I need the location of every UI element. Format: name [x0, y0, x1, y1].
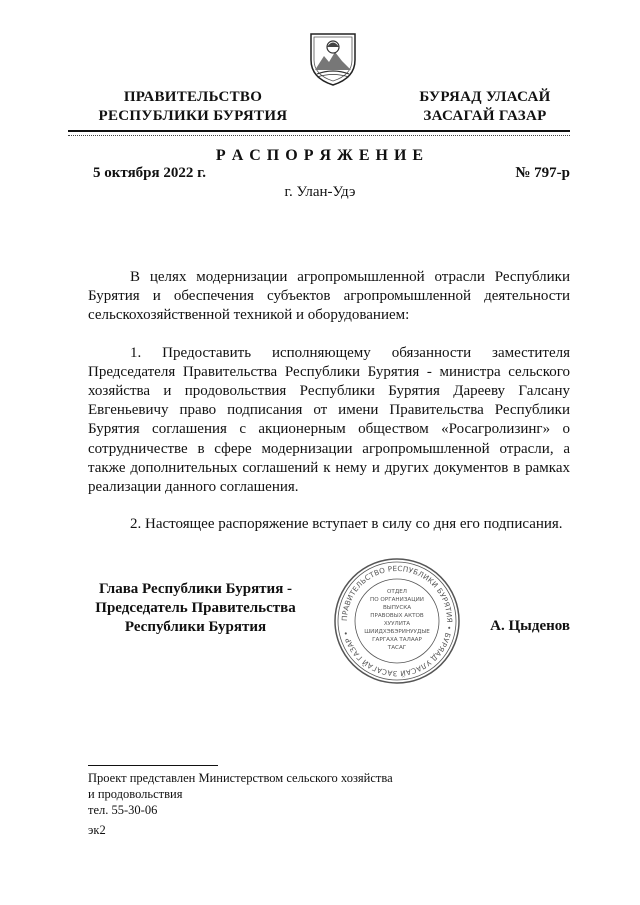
stamp-line4: ПРАВОВЫХ АКТОВ: [370, 613, 424, 619]
document-title: Р А С П О Р Я Ж Е Н И Е: [215, 147, 425, 164]
document-date: 5 октября 2022 г.: [93, 165, 207, 181]
item1-paragraph: 1. Предоставить исполняющему обязанности заместителя Председателя Правительства Республики Бурятия - министра сельского хозяйства и продовольствия Республики Бурятия Дарееву Галсану Евгеньевичу право подписания от имени Правительства Республики Бурятия соглашения с акционерным обществом «Росагролизинг» о сотрудничестве в сфере модернизации агропромышленной отрасли, а также дополнительных соглашений к нему и других документов в рамках реализации данного соглашения.: [88, 344, 570, 496]
footer-line2: и продовольствия: [88, 787, 183, 801]
stamp-line8: ТАСАГ: [387, 645, 407, 651]
official-stamp: [332, 556, 462, 686]
header-left-line1: ПРАВИТЕЛЬСТВО: [123, 89, 263, 105]
footer-line3: тел. 55-30-06: [88, 803, 158, 817]
stamp-line2: ПО ОРГАНИЗАЦИИ: [370, 597, 424, 603]
stamp-line6: ШИИДХЭБЭРИНУУДЫЕ: [364, 629, 430, 635]
signatory-position-line2: Председатель Правительства: [95, 600, 296, 616]
signatory-name: А. Цыденов: [490, 618, 570, 634]
document-body: [88, 268, 570, 534]
signatory-position-line1: Глава Республики Бурятия -: [98, 581, 293, 597]
preamble-paragraph: В целях модернизации агропромышленной отрасли Республики Бурятия и обеспечения субъектов агропромышленной деятельности сельскохозяйственной техникой и оборудованием:: [88, 269, 570, 324]
header-rule: [68, 130, 570, 132]
footer-code: эк2: [88, 823, 106, 837]
stamp-ring-text: ПРАВИТЕЛЬСТВО РЕСПУБЛИКИ БУРЯТИЯ • БУРЯАД УЛАСАЙ ЗАСАГАЙ ГАЗАР •: [339, 563, 455, 679]
signatory-position-line3: Республики Бурятия: [124, 619, 267, 635]
header-right-line1: БУРЯАД УЛАСАЙ: [419, 89, 551, 105]
coat-of-arms-icon: [307, 30, 359, 88]
document-city: г. Улан-Удэ: [284, 184, 356, 200]
footer-line1: Проект представлен Министерством сельского хозяйства: [88, 771, 393, 785]
signatory-position: [88, 580, 303, 637]
header-dotted-rule: [68, 135, 570, 136]
footer-note: [88, 770, 393, 818]
document-number: № 797-р: [515, 165, 570, 181]
stamp-line7: ГАРГАХА ТАЛААР: [372, 637, 422, 643]
stamp-line1: ОТДЕЛ: [387, 589, 407, 595]
footer-rule: [88, 765, 218, 766]
header-left-line2: РЕСПУБЛИКИ БУРЯТИЯ: [98, 108, 288, 124]
header-right-line2: ЗАСАГАЙ ГАЗАР: [423, 108, 547, 124]
stamp-line5: ХУУЛИТА: [383, 621, 411, 627]
stamp-line3: ВЫПУСКА: [382, 605, 412, 611]
item2-paragraph: 2. Настоящее распоряжение вступает в силу со дня его подписания.: [130, 516, 563, 533]
